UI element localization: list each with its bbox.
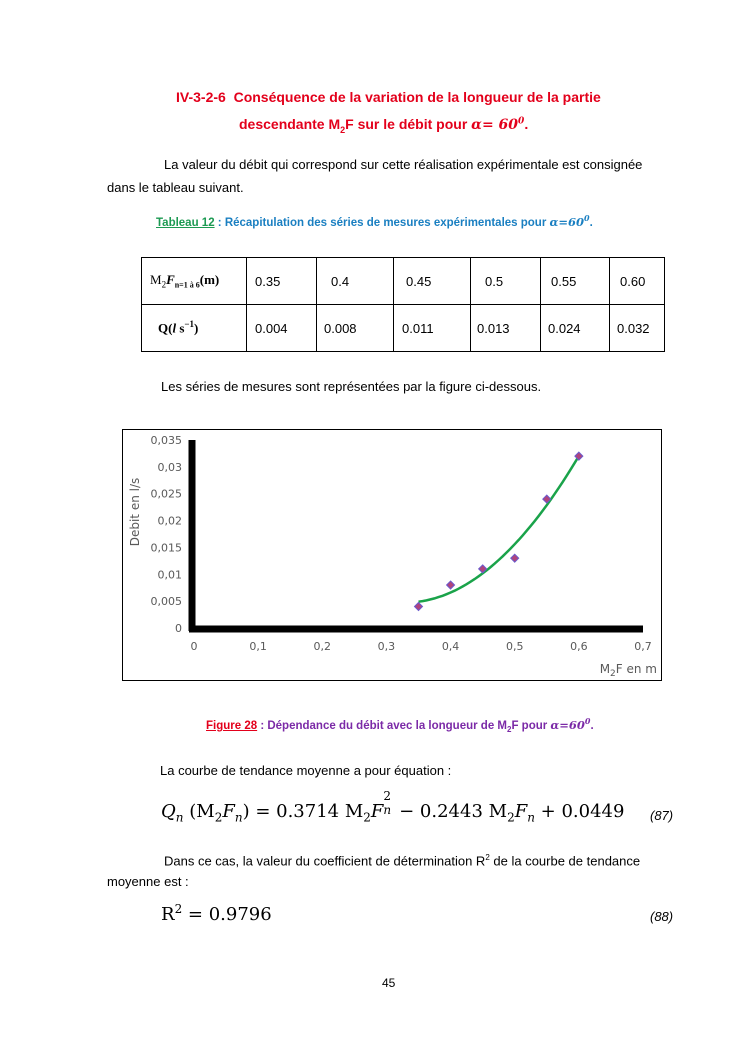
- x-tick-label: 0,1: [249, 640, 267, 653]
- table-cell: 0.55: [541, 258, 610, 305]
- row-header-flow: Q(l $s^{-1}$): [142, 305, 247, 352]
- intro-line1: La valeur du débit qui correspond sur cette réalisation expérimentale est consignée: [164, 157, 643, 172]
- table-row-flows: [142, 305, 665, 352]
- trend-equation: $Q_n$ $(M_2F_n) = 0.3714$ $M_2F$ 2 n − 0.2443 $M_2F_n + 0.0449$: [161, 789, 625, 825]
- data-point: [415, 603, 423, 611]
- table-cell: 0.004: [247, 305, 317, 352]
- y-tick-label: 0,02: [157, 514, 182, 528]
- alpha-symbol: $\alpha= 60^0$: [471, 116, 525, 133]
- x-axis-title: $M_2F$ en m: [599, 662, 657, 679]
- intro-line2: dans le tableau suivant.: [107, 180, 244, 195]
- x-tick-label: 0,7: [634, 640, 652, 653]
- x-tick-label: 0,5: [505, 640, 524, 653]
- series-text: Les séries de mesures sont représentées par la figure ci-dessous.: [161, 379, 542, 394]
- table-cell: 0.5: [471, 258, 541, 305]
- table-cell: 0.032: [610, 305, 665, 352]
- section-title-line1: Conséquence de la variation de la longueur de la partie: [233, 89, 601, 105]
- section-number: IV-3-2-6: [176, 89, 226, 105]
- equation-number-87: (87): [650, 808, 674, 823]
- trend-line: [419, 456, 579, 602]
- r2-line2: moyenne est :: [107, 874, 189, 889]
- chart-frame: [122, 429, 662, 681]
- table-cell: 0.45: [394, 258, 471, 305]
- y-tick-label: 0,01: [157, 568, 182, 582]
- y-tick-label: 0,035: [150, 434, 182, 447]
- table-cell: 0.011: [394, 305, 471, 352]
- table-cell: 0.35: [247, 258, 317, 305]
- x-tick-label: 0: [190, 640, 198, 653]
- page-number: 45: [382, 976, 396, 990]
- x-tick-label: 0,6: [570, 640, 588, 653]
- table-caption: Tableau 12 : Récapitulation des séries de mesures expérimentales pour $\alpha=60^0$.: [156, 213, 593, 229]
- table-caption-label: Tableau 12: [156, 216, 215, 229]
- r2-line1: Dans ce cas, la valeur du coefficient de détermination $R^2$ de la courbe de tendance: [164, 853, 641, 869]
- r2-equation: $R^2 = 0.9796$: [161, 902, 272, 925]
- figure-caption-label: Figure 28: [206, 719, 258, 732]
- figure-caption: Figure 28 : Dépendance du débit avec la longueur de $M_2F$ pour $\alpha=60^0$.: [206, 716, 594, 735]
- x-tick-label: 0,4: [441, 640, 460, 653]
- equation-number-88: (88): [650, 909, 674, 924]
- section-heading-line2: descendante $M_2F$ sur le débit pour $\alpha= 60^0$.: [239, 116, 529, 135]
- table-row-lengths: [142, 258, 665, 305]
- y-tick-label: 0,005: [150, 595, 182, 609]
- y-tick-label: 0,025: [150, 487, 182, 501]
- table-cell: 0.013: [471, 305, 541, 352]
- data-point: [447, 581, 455, 589]
- y-tick-label: 0: [175, 622, 182, 635]
- x-tick-label: 0,3: [377, 640, 396, 653]
- data-table: [141, 257, 665, 352]
- section-heading: [176, 89, 646, 105]
- y-tick-label: 0,015: [150, 541, 182, 555]
- trend-intro: La courbe de tendance moyenne a pour équation :: [160, 763, 452, 778]
- table-cell: 0.008: [317, 305, 394, 352]
- table-cell: 0.4: [317, 258, 394, 305]
- table-cell: 0.60: [610, 258, 665, 305]
- data-point: [511, 554, 519, 562]
- table-cell: 0.024: [541, 305, 610, 352]
- y-axis-title: Debit en l/s: [128, 477, 142, 547]
- y-tick-label: 0,03: [157, 460, 182, 474]
- row-header-length: $M_2F_{n=1 à 6}(m)$: [142, 258, 247, 305]
- scatter-chart: [123, 430, 661, 680]
- x-tick-label: 0,2: [313, 640, 332, 653]
